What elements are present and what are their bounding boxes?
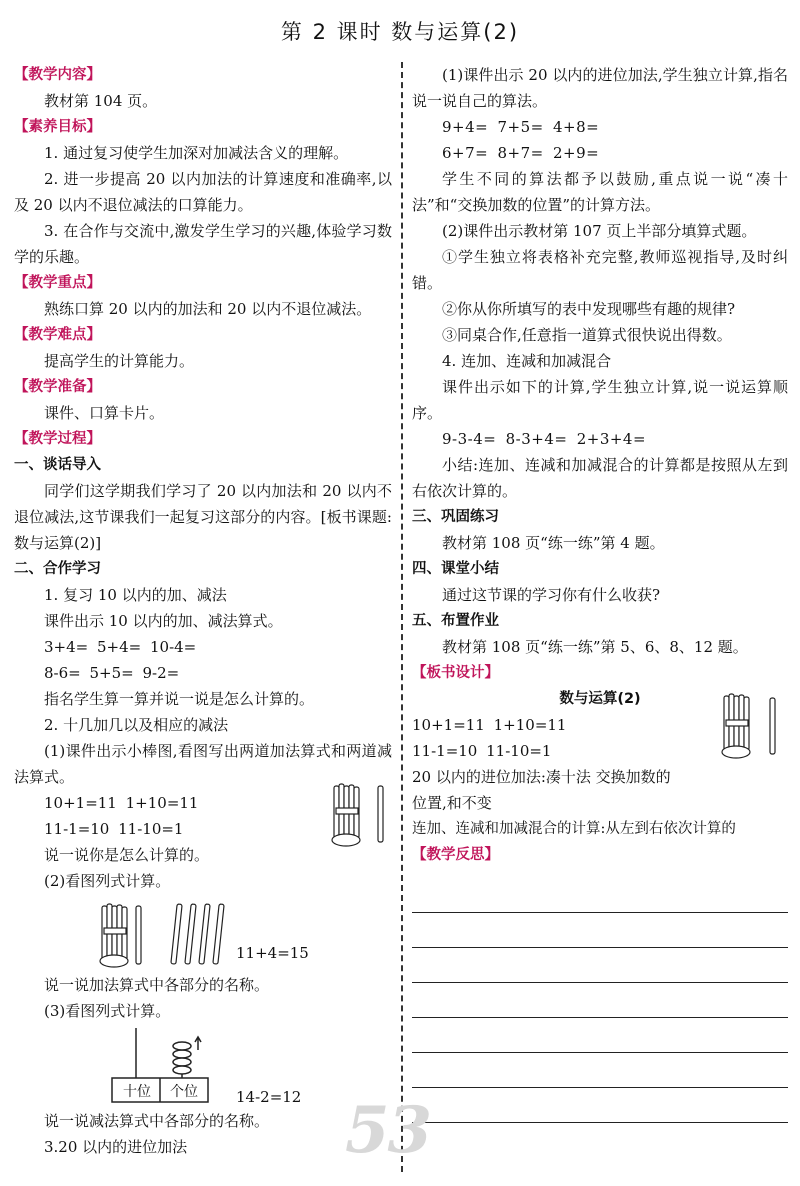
r-para-7: 4. 连加、连减和加减混合 (442, 352, 612, 370)
r-para-5: ②你从你所填写的表中发现哪些有趣的规律? (442, 300, 736, 318)
section-3-text: 教材第 108 页“练一练”第 4 题。 (442, 534, 665, 552)
s2-item-2f: 说一说减法算式中各部分的名称。 (44, 1112, 270, 1130)
section-3-heading: 三、巩固练习 (412, 509, 499, 525)
equation-row: 8-6= 5+5= 9-2= (44, 664, 180, 682)
board-line: 20 以内的进位加法:凑十法 交换加数的 (412, 768, 671, 786)
r-para-9: 小结:连加、连减和加减混合的计算都是按照从左到右依次计算的。 (412, 456, 788, 500)
sticks-figure (96, 898, 246, 970)
content-text: 教材第 104 页。 (44, 92, 158, 110)
stick-bundle-figure (718, 690, 788, 764)
reflection-lines (412, 878, 788, 1123)
column-divider (401, 62, 403, 1172)
s2-item-1b: 指名学生算一算并说一说是怎么计算的。 (44, 690, 315, 708)
right-column (412, 62, 788, 1123)
goal-3: 3. 在合作与交流中,激发学生学习的兴趣,体验学习数学的乐趣。 (14, 222, 392, 266)
s2-item-2e: (3)看图列式计算。 (44, 1002, 171, 1020)
tag-goals: 【素养目标】 (14, 119, 101, 135)
writing-line (412, 948, 788, 983)
s2-item-2c: (2)看图列式计算。 (44, 872, 171, 890)
key-text: 熟练口算 20 以内的加法和 20 以内不退位减法。 (44, 300, 372, 318)
r-para-6: ③同桌合作,任意指一道算式很快说出得数。 (442, 326, 732, 344)
section-5-text: 教材第 108 页“练一练”第 5、6、8、12 题。 (442, 638, 748, 656)
writing-line (412, 878, 788, 913)
page-title: 第 2 课时 数与运算(2) (280, 20, 520, 44)
tag-reflect: 【教学反思】 (412, 847, 499, 863)
equation-row: 9+4= 7+5= 4+8= (442, 118, 600, 136)
tag-prep: 【教学准备】 (14, 379, 101, 395)
board-title: 数与运算(2) (559, 691, 641, 707)
tag-content: 【教学内容】 (14, 67, 101, 83)
page-number: 53 (345, 1093, 431, 1168)
prep-text: 课件、口算卡片。 (44, 404, 165, 422)
writing-line (412, 1053, 788, 1088)
section-4-text: 通过这节课的学习你有什么收获? (442, 586, 661, 604)
r-para-4: ①学生独立将表格补充完整,教师巡视指导,及时纠错。 (412, 248, 788, 292)
writing-line (412, 913, 788, 948)
board-line: 位置,和不变 (412, 794, 492, 812)
r-para-8: 课件出示如下的计算,学生独立计算,说一说运算顺序。 (412, 378, 788, 422)
goal-2: 2. 进一步提高 20 以内加法的计算速度和准确率,以及 20 以内不退位减法的口算能力。 (14, 170, 392, 214)
equation-result: 11+4=15 (236, 944, 309, 962)
abacus-tens-label: 十位 (123, 1084, 151, 1100)
section-2-heading: 二、合作学习 (14, 561, 101, 577)
r-para-3: (2)课件出示教材第 107 页上半部分填算式题。 (442, 222, 757, 240)
section-4-heading: 四、课堂小结 (412, 561, 499, 577)
tag-board: 【板书设计】 (412, 665, 499, 681)
equation-row: 10+1=11 1+10=11 (44, 794, 199, 812)
section-1-text: 同学们这学期我们学习了 20 以内加法和 20 以内不退位减法,这节课我们一起复习这部分的内容。[板书课题:数与运算(2)] (14, 482, 392, 552)
board-line: 10+1=11 1+10=11 (412, 716, 567, 734)
s2-item-1a: 课件出示 10 以内的加、减法算式。 (44, 612, 283, 630)
abacus-ones-label: 个位 (170, 1084, 198, 1100)
s2-item-3: 3.20 以内的进位加法 (44, 1138, 188, 1156)
s2-item-2d: 说一说加法算式中各部分的名称。 (44, 976, 270, 994)
s2-item-2a: (1)课件出示小棒图,看图写出两道加法算式和两道减法算式。 (14, 742, 392, 786)
tag-key: 【教学重点】 (14, 275, 101, 291)
r-para-2: 学生不同的算法都予以鼓励,重点说一说“凑十法”和“交换加数的位置”的计算方法。 (412, 170, 788, 214)
equation-row: 6+7= 8+7= 2+9= (442, 144, 600, 162)
s2-item-2: 2. 十几加几以及相应的减法 (44, 716, 229, 734)
equation-row: 11-1=10 11-10=1 (44, 820, 184, 838)
section-5-heading: 五、布置作业 (412, 613, 499, 629)
equation-row: 3+4= 5+4= 10-4= (44, 638, 197, 656)
goal-1: 1. 通过复习使学生加深对加减法含义的理解。 (44, 144, 349, 162)
left-column (14, 62, 392, 1160)
board-line: 11-1=10 11-10=1 (412, 742, 552, 760)
section-1-heading: 一、谈话导入 (14, 457, 101, 473)
r-para-1: (1)课件出示 20 以内的进位加法,学生独立计算,指名说一说自己的算法。 (412, 66, 788, 110)
s2-item-1: 1. 复习 10 以内的加、减法 (44, 586, 227, 604)
equation-result: 14-2=12 (236, 1088, 302, 1106)
board-line: 连加、连减和加减混合的计算:从左到右依次计算的 (412, 821, 736, 837)
writing-line (412, 983, 788, 1018)
tag-process: 【教学过程】 (14, 431, 101, 447)
difficulty-text: 提高学生的计算能力。 (44, 352, 195, 370)
writing-line (412, 1088, 788, 1123)
tag-difficulty: 【教学难点】 (14, 327, 101, 343)
s2-item-2b: 说一说你是怎么计算的。 (44, 846, 210, 864)
stick-bundle-figure (328, 780, 398, 850)
writing-line (412, 1018, 788, 1053)
equation-row: 9-3-4= 8-3+4= 2+3+4= (442, 430, 647, 448)
